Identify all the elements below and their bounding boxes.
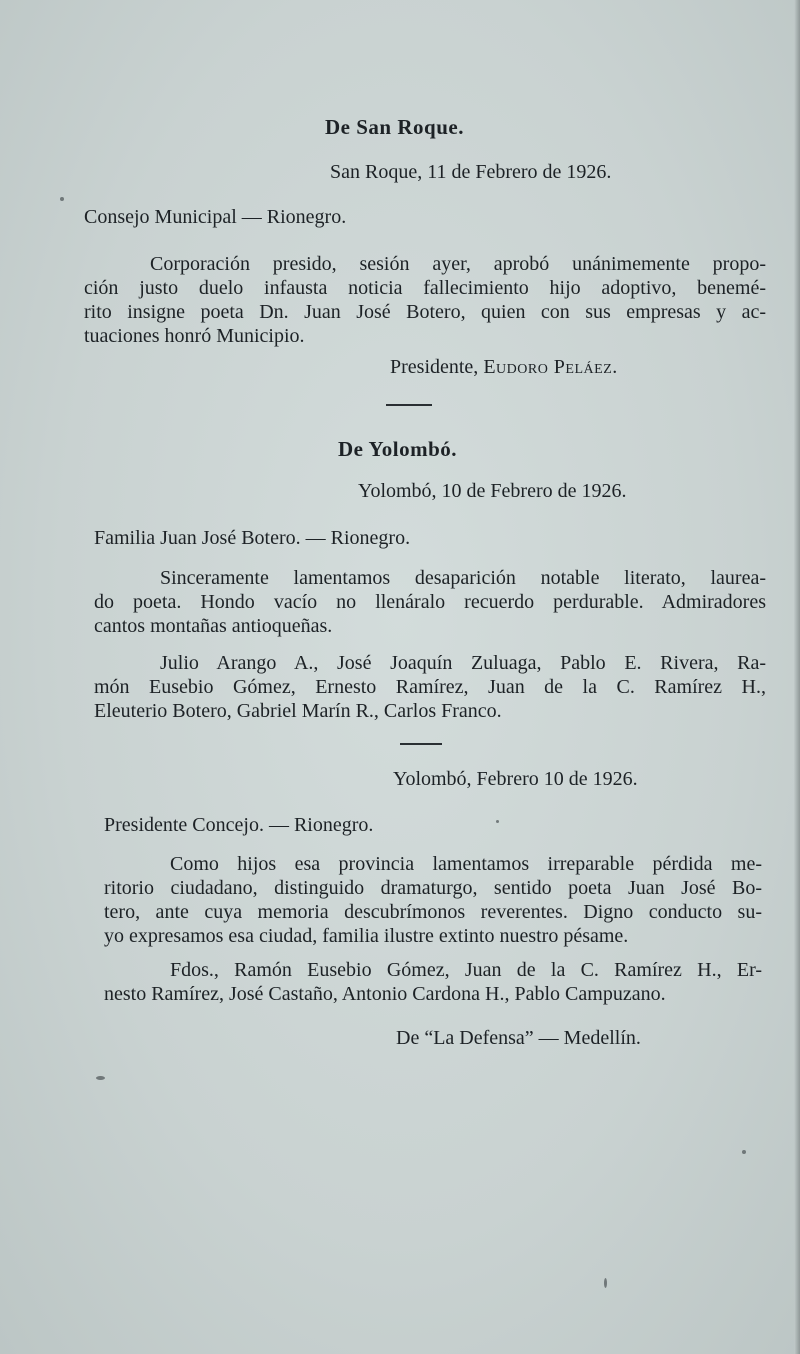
section3-signers-line: Fdos., Ramón Eusebio Gómez, Juan de la C. Ramírez H., Er- [170,959,762,981]
section1-body-line: ción justo duelo infausta noticia fallecimiento hijo adoptivo, benemé- [84,277,766,299]
section1-addressee: Consejo Municipal — Rionegro. [84,206,347,228]
section-divider [400,743,442,745]
section2-body [94,566,766,638]
section2-signers [94,651,766,723]
section3-body-line: tero, ante cuya memoria descubrímonos reverentes. Digno conducto su- [104,901,762,923]
section2-body-line: do poeta. Hondo vacío no llenáralo recuerdo perdurable. Admiradores [94,591,766,613]
section1-body-line: tuaciones honró Municipio. [84,325,305,347]
section3-signers-line: nesto Ramírez, José Castaño, Antonio Cardona H., Pablo Campuzano. [104,983,666,1005]
section2-body-line: cantos montañas antioqueñas. [94,615,333,637]
section-divider [386,404,432,406]
section1-body-line: rito insigne poeta Dn. Juan José Botero, quien con sus empresas y ac- [84,301,766,323]
section2-body-line: Sinceramente lamentamos desaparición notable literato, laurea- [160,567,766,589]
signature-prefix: Presidente, [390,356,479,378]
section2-signers-line: Eleuterio Botero, Gabriel Marín R., Carlos Franco. [94,700,502,722]
section3-body-line: Como hijos esa provincia lamentamos irreparable pérdida me- [170,853,762,875]
page-edge [794,0,800,1354]
section3-source: De “La Defensa” — Medellín. [396,1027,641,1049]
section2-addressee: Familia Juan José Botero. — Rionegro. [94,527,411,549]
section2-heading: De Yolombó. [338,437,458,461]
section1-heading: De San Roque. [325,115,464,139]
section3-addressee: Presidente Concejo. — Rionegro. [104,814,374,836]
section2-signers-line: món Eusebio Gómez, Ernesto Ramírez, Juan de la C. Ramírez H., [94,676,766,698]
section3-dateline: Yolombó, Febrero 10 de 1926. [393,768,638,790]
section1-signature [390,355,618,379]
section3-body-line: yo expresamos esa ciudad, familia ilustre extinto nuestro pésame. [104,925,629,947]
section1-body [84,252,766,348]
signature-name: Eudoro Peláez. [483,356,618,378]
section3-body-line: ritorio ciudadano, distinguido dramaturgo, sentido poeta Juan José Bo- [104,877,762,899]
section3-body [104,852,762,948]
ink-speck [604,1278,607,1288]
ink-speck [96,1076,105,1080]
section2-signers-line: Julio Arango A., José Joaquín Zuluaga, Pablo E. Rivera, Ra- [160,652,766,674]
ink-speck [60,197,64,201]
ink-speck [496,820,499,823]
section3-signers [104,958,762,1006]
section1-dateline: San Roque, 11 de Febrero de 1926. [330,161,612,183]
ink-speck [742,1150,746,1154]
section2-dateline: Yolombó, 10 de Febrero de 1926. [358,480,627,502]
section1-body-line: Corporación presido, sesión ayer, aprobó unánimemente propo- [150,253,766,275]
